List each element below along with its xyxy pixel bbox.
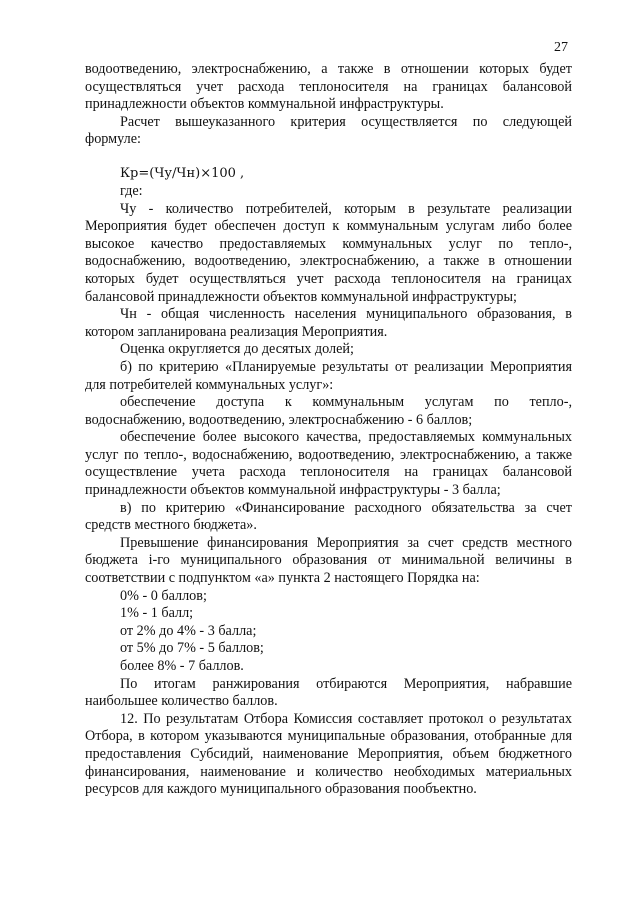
- paragraph-where: где:: [120, 182, 143, 199]
- list-item-points: более 8% - 7 баллов.: [120, 658, 244, 674]
- list-item-points: 1% - 1 балл;: [120, 605, 194, 622]
- paragraph-chu-definition: Чу - количество потребителей, которым в результате реализации Мероприятия будет обеспечен доступ к коммунальным услугам либо более высокое качество предоставляемых коммунальных услуг по тепло-, водоснабжению, водоотведению, электроснабжению, а также в отношении которых будет осуществляться учет расхода теплоносителя на границах балансовой принадлежности объектов коммунальной инфраструктуры;: [85, 200, 572, 305]
- paragraph-quality-points: обеспечение более высокого качества, предоставляемых коммунальных услуг по тепло-, водоснабжению, водоотведению, электроснабжению, а также осуществление учета расхода теплоносителя на границах балансовой принадлежности объектов коммунальной инфраструктуры - 3 балла;: [85, 429, 572, 499]
- paragraph-access-points: обеспечение доступа к коммунальным услугам по тепло-, водоснабжению, водоотведению, электроснабжению - 6 баллов;: [85, 394, 572, 428]
- list-item-points: от 5% до 7% - 5 баллов;: [120, 640, 264, 657]
- document-body: [85, 61, 572, 799]
- paragraph-excess-financing: Превышение финансирования Мероприятия за счет средств местного бюджета i-го муниципального образования от минимальной величины в соответствии с подпунктом «а» пункта 2 настоящего Порядка на:: [85, 534, 572, 587]
- paragraph-protocol: 12. По результатам Отбора Комиссия составляет протокол о результатах Отбора, в котором указываются муниципальные образования, отобранные для предоставления Субсидий, наименование Мероприятия, объем бюджетного финансирования, наименование и количество необходимых материальных ресурсов для каждого муниципального образования пообъектно.: [85, 710, 572, 798]
- page-number: 27: [554, 40, 568, 55]
- paragraph-formula-intro: Расчет вышеуказанного критерия осуществляется по следующей формуле:: [85, 113, 572, 148]
- paragraph-criterion-b: б) по критерию «Планируемые результаты от реализации Мероприятия для потребителей коммунальных услуг»:: [85, 358, 572, 393]
- list-item-points: от 2% до 4% - 3 балла;: [120, 622, 257, 639]
- paragraph-rounding: Оценка округляется до десятых долей;: [120, 341, 354, 358]
- paragraph-criterion-v: в) по критерию «Финансирование расходного обязательства за счет средств местного бюджета».: [85, 499, 572, 534]
- paragraph-chn-definition: Чн - общая численность населения муниципального образования, в котором запланирована реализация Мероприятия.: [85, 306, 572, 340]
- paragraph-ranking: По итогам ранжирования отбираются Мероприятия, набравшие наибольшее количество баллов.: [85, 675, 572, 710]
- paragraph-continuation: водоотведению, электроснабжению, а также в отношении которых будет осуществляться учет расхода теплоносителя на границах балансовой принадлежности объектов коммунальной инфраструктуры.: [85, 61, 572, 113]
- list-item-points: 0% - 0 баллов;: [120, 587, 207, 604]
- formula: Кр=(Чу/Чн)×100 ,: [120, 165, 245, 181]
